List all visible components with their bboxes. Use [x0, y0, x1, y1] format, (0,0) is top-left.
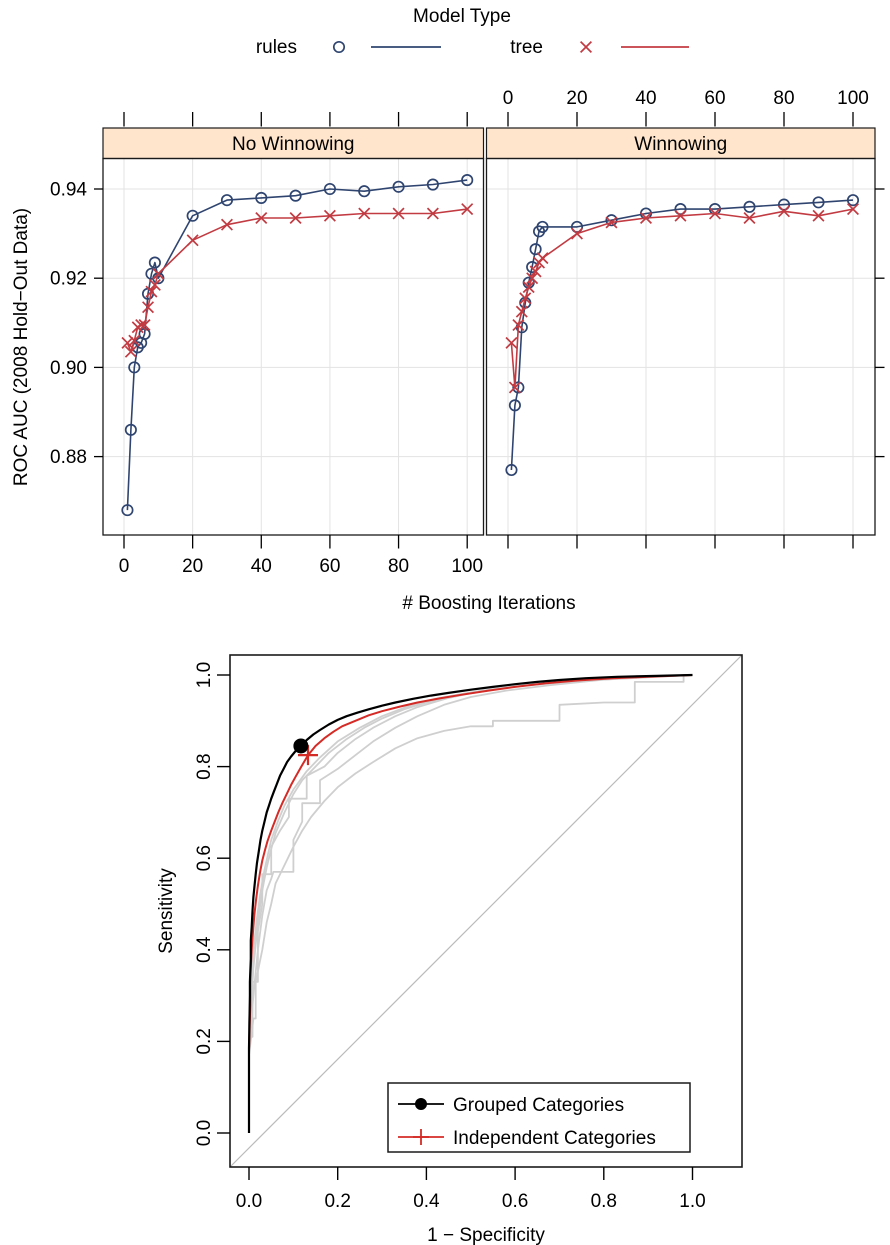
- x-tick-label: 0.0: [235, 1191, 263, 1212]
- strip-label: Winnowing: [634, 134, 728, 155]
- x-axis-title: # Boosting Iterations: [402, 593, 576, 614]
- panel-no-winnowing: [50, 112, 483, 577]
- x-tick-label-bottom: 20: [182, 556, 204, 577]
- legend-label-rules: rules: [255, 37, 297, 58]
- x-tick-label: 0.2: [324, 1191, 351, 1212]
- y-axis-title: Sensitivity: [156, 868, 177, 954]
- x-axis-title: 1 − Specificity: [427, 1225, 545, 1245]
- top-legend: [256, 6, 689, 58]
- x-tick-label-top: 60: [704, 88, 726, 109]
- roc-independent-categories: [249, 675, 693, 1133]
- roc-legend: [388, 1083, 690, 1152]
- panel-winnowing: [487, 88, 885, 549]
- y-tick-label: 0.90: [50, 357, 87, 379]
- x-tick-label-bottom: 60: [319, 556, 341, 577]
- y-tick-label: 1.0: [194, 661, 215, 689]
- y-tick-label: 0.6: [194, 844, 215, 872]
- x-tick-label: 0.6: [501, 1191, 529, 1212]
- x-tick-label: 0.4: [413, 1191, 440, 1212]
- x-tick-label-top: 100: [837, 88, 869, 109]
- x-tick-label-top: 0: [502, 88, 514, 109]
- y-axis-title: ROC AUC (2008 Hold−Out Data): [11, 207, 32, 487]
- y-tick-label: 0.2: [194, 1028, 215, 1055]
- x-tick-label-bottom: 40: [250, 556, 272, 577]
- legend-label: Independent Categories: [453, 1128, 656, 1149]
- legend-label-tree: tree: [510, 37, 543, 58]
- roc-curves-chart: [0, 625, 890, 1245]
- reference-roc-curves: [249, 675, 693, 1133]
- y-tick-label: 0.94: [50, 179, 87, 201]
- y-tick-label: 0.8: [194, 753, 215, 780]
- strip-label: No Winnowing: [232, 134, 355, 155]
- x-tick-label: 0.8: [590, 1191, 618, 1212]
- axis-ticks: [50, 112, 483, 577]
- x-tick-label-top: 80: [773, 88, 795, 109]
- legend-label: Grouped Categories: [453, 1095, 625, 1116]
- x-tick-label-bottom: 100: [451, 556, 484, 577]
- y-tick-label: 0.0: [194, 1119, 215, 1147]
- y-tick-label: 0.88: [50, 447, 87, 469]
- y-tick-label: 0.92: [50, 268, 87, 290]
- x-tick-label-bottom: 80: [387, 556, 410, 577]
- x-tick-label-top: 40: [635, 88, 657, 109]
- roc-grouped-categories: [249, 675, 693, 1133]
- legend-title: Model Type: [413, 6, 511, 27]
- y-tick-label: 0.4: [194, 936, 215, 964]
- x-tick-label-top: 20: [566, 88, 588, 109]
- x-tick-label-bottom: 0: [118, 556, 130, 577]
- x-tick-label: 1.0: [679, 1191, 706, 1212]
